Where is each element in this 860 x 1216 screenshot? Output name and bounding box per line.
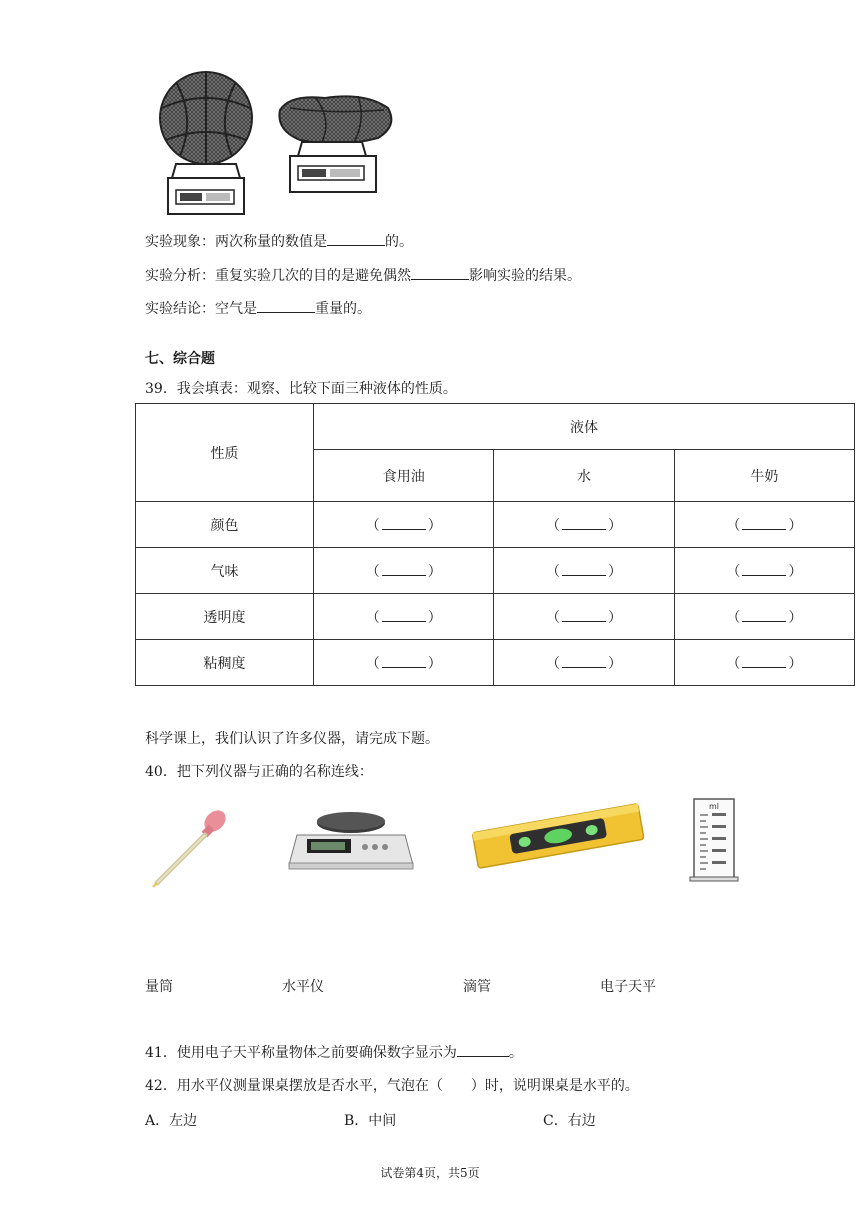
name-spirit-level[interactable]: 水平仪 xyxy=(282,979,324,995)
header-property: 性质 xyxy=(136,404,314,502)
table-row xyxy=(136,502,855,548)
page-footer: 试卷第4页，共5页 xyxy=(380,1166,480,1180)
answer-cell[interactable]: （ ） xyxy=(314,594,494,640)
row-header: 粘稠度 xyxy=(136,640,314,686)
column-header: 牛奶 xyxy=(674,450,854,502)
measuring-cylinder-image xyxy=(686,797,742,883)
answer-cell[interactable]: （ ） xyxy=(314,502,494,548)
name-measuring-cylinder[interactable]: 量筒 xyxy=(145,979,173,995)
answer-blank[interactable] xyxy=(327,231,385,246)
option-b[interactable]: B．中间 xyxy=(344,1113,397,1129)
table-row xyxy=(136,594,855,640)
question-40: 40．把下列仪器与正确的名称连线： xyxy=(145,764,373,780)
option-c[interactable]: C．右边 xyxy=(543,1113,596,1129)
instrument-intro: 科学课上，我们认识了许多仪器，请完成下题。 xyxy=(145,731,439,747)
answer-blank[interactable] xyxy=(257,298,315,313)
deflated-ball-on-scale xyxy=(279,96,391,192)
answer-cell[interactable]: （ ） xyxy=(674,640,854,686)
table-row xyxy=(136,548,855,594)
row-header: 颜色 xyxy=(136,502,314,548)
section-title: 七、综合题 xyxy=(145,351,215,367)
answer-cell[interactable]: （ ） xyxy=(494,640,674,686)
answer-cell[interactable]: （ ） xyxy=(494,548,674,594)
answer-cell[interactable]: （ ） xyxy=(494,594,674,640)
question-39: 39．我会填表：观察、比较下面三种液体的性质。 xyxy=(145,381,457,397)
experiment-analysis: 实验分析：重复实验几次的目的是避免偶然 影响实验的结果。 xyxy=(145,265,581,285)
dropper-image xyxy=(145,805,235,890)
answer-cell[interactable]: （ ） xyxy=(314,548,494,594)
question-42: 42．用水平仪测量课桌摆放是否水平，气泡在（ ）时，说明课桌是水平的。 xyxy=(145,1078,639,1094)
answer-cell[interactable]: （ ） xyxy=(674,502,854,548)
experiment-phenomenon: 实验现象：两次称量的数值是 的。 xyxy=(145,231,413,251)
table-row xyxy=(136,640,855,686)
experiment-conclusion: 实验结论：空气是 重量的。 xyxy=(145,298,371,318)
option-a[interactable]: A．左边 xyxy=(145,1113,198,1129)
name-electronic-balance[interactable]: 电子天平 xyxy=(600,979,656,995)
name-dropper[interactable]: 滴管 xyxy=(463,979,491,995)
answer-cell[interactable]: （ ） xyxy=(314,640,494,686)
answer-cell[interactable]: （ ） xyxy=(674,594,854,640)
inflated-ball-on-scale xyxy=(160,72,252,214)
answer-cell[interactable]: （ ） xyxy=(674,548,854,594)
liquid-properties-table xyxy=(135,403,855,686)
row-header: 透明度 xyxy=(136,594,314,640)
question-41: 41．使用电子天平称量物体之前要确保数字显示为 。 xyxy=(145,1042,523,1062)
column-header: 水 xyxy=(494,450,674,502)
spirit-level-image xyxy=(470,796,645,874)
row-header: 气味 xyxy=(136,548,314,594)
cylinder-unit-label: ml xyxy=(708,802,720,811)
column-header: 食用油 xyxy=(314,450,494,502)
experiment-figure xyxy=(140,68,400,218)
answer-blank[interactable] xyxy=(457,1042,509,1057)
header-liquid: 液体 xyxy=(314,404,855,450)
answer-blank[interactable] xyxy=(411,265,469,280)
answer-cell[interactable]: （ ） xyxy=(494,502,674,548)
electronic-balance-image xyxy=(287,805,415,873)
